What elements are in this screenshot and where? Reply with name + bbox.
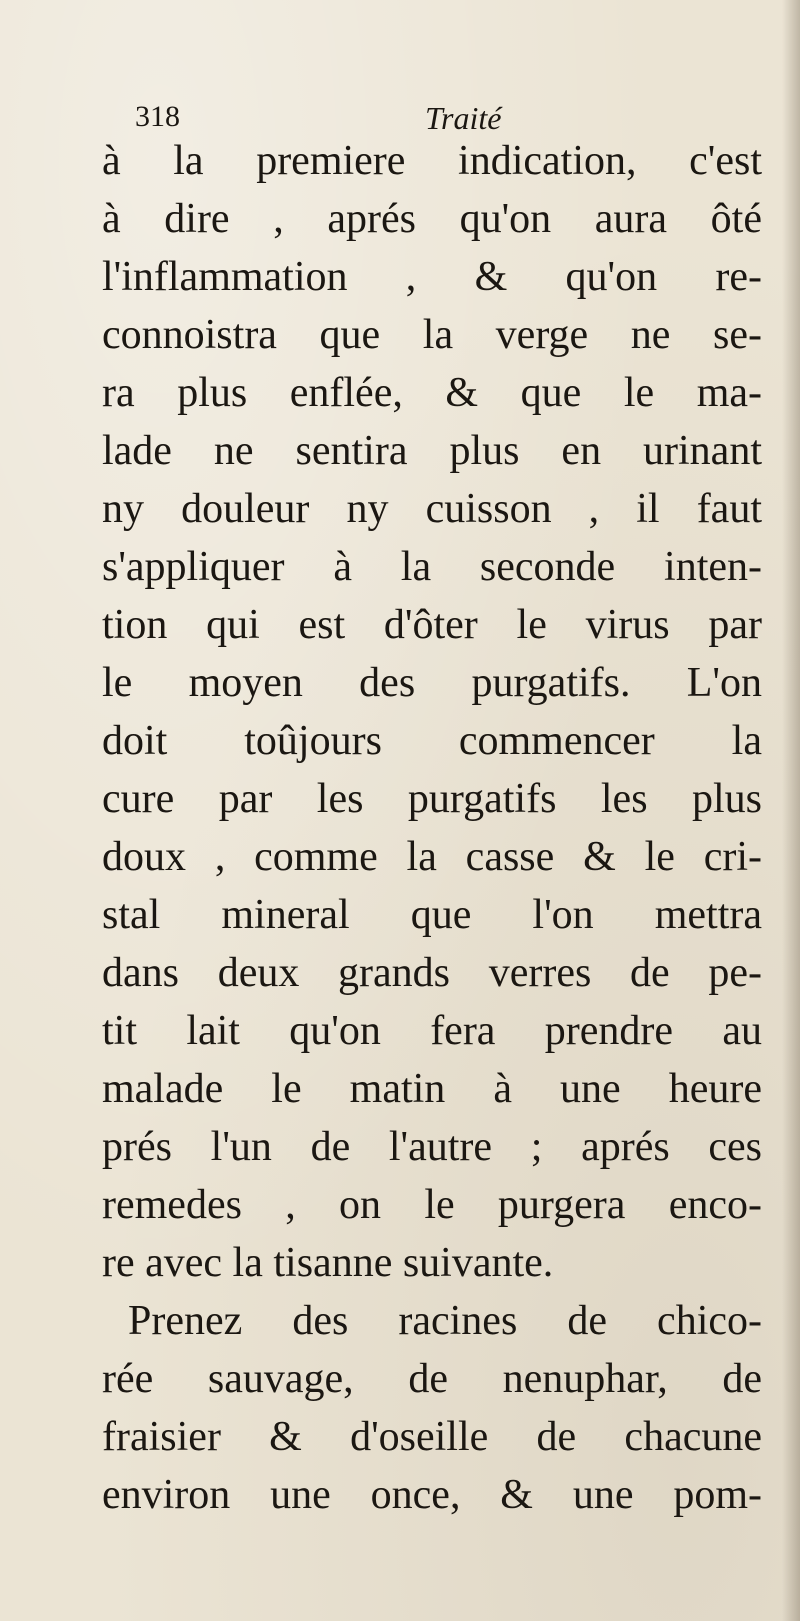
text-line: prés l'un de l'autre ; aprés ces xyxy=(102,1124,762,1170)
text-line: s'appliquer à la seconde inten- xyxy=(102,544,762,590)
text-line: le moyen des purgatifs. L'on xyxy=(102,660,762,706)
text-line: environ une once, & une pom- xyxy=(102,1472,762,1518)
body-text xyxy=(102,132,762,1524)
text-line: doit toûjours commencer la xyxy=(102,718,762,764)
text-line: à la premiere indication, c'est xyxy=(102,138,762,184)
text-line: remedes , on le purgera enco- xyxy=(102,1182,762,1228)
text-line: tit lait qu'on fera prendre au xyxy=(102,1008,762,1054)
page-number: 318 xyxy=(135,100,180,133)
text-line: fraisier & d'oseille de chacune xyxy=(102,1414,762,1460)
text-line: ny douleur ny cuisson , il faut xyxy=(102,486,762,532)
running-title: Traité xyxy=(425,100,502,136)
text-line: re avec la tisanne suivante. xyxy=(102,1240,554,1286)
text-line: cure par les purgatifs les plus xyxy=(102,776,762,822)
text-line: à dire , aprés qu'on aura ôté xyxy=(102,196,762,242)
text-line: doux , comme la casse & le cri- xyxy=(102,834,762,880)
text-line: lade ne sentira plus en urinant xyxy=(102,428,762,474)
text-line: connoistra que la verge ne se- xyxy=(102,312,762,358)
bleed-through-smudge xyxy=(170,1555,290,1595)
text-line: dans deux grands verres de pe- xyxy=(102,950,762,996)
text-line: l'inflammation , & qu'on re- xyxy=(102,254,762,300)
text-line: rée sauvage, de nenuphar, de xyxy=(102,1356,762,1402)
text-line: Prenez des racines de chico- xyxy=(128,1298,762,1344)
page-edge-shadow xyxy=(782,0,800,1621)
text-line: malade le matin à une heure xyxy=(102,1066,762,1112)
text-line: tion qui est d'ôter le virus par xyxy=(102,602,762,648)
text-line: ra plus enflée, & que le ma- xyxy=(102,370,762,416)
text-line: stal mineral que l'on mettra xyxy=(102,892,762,938)
